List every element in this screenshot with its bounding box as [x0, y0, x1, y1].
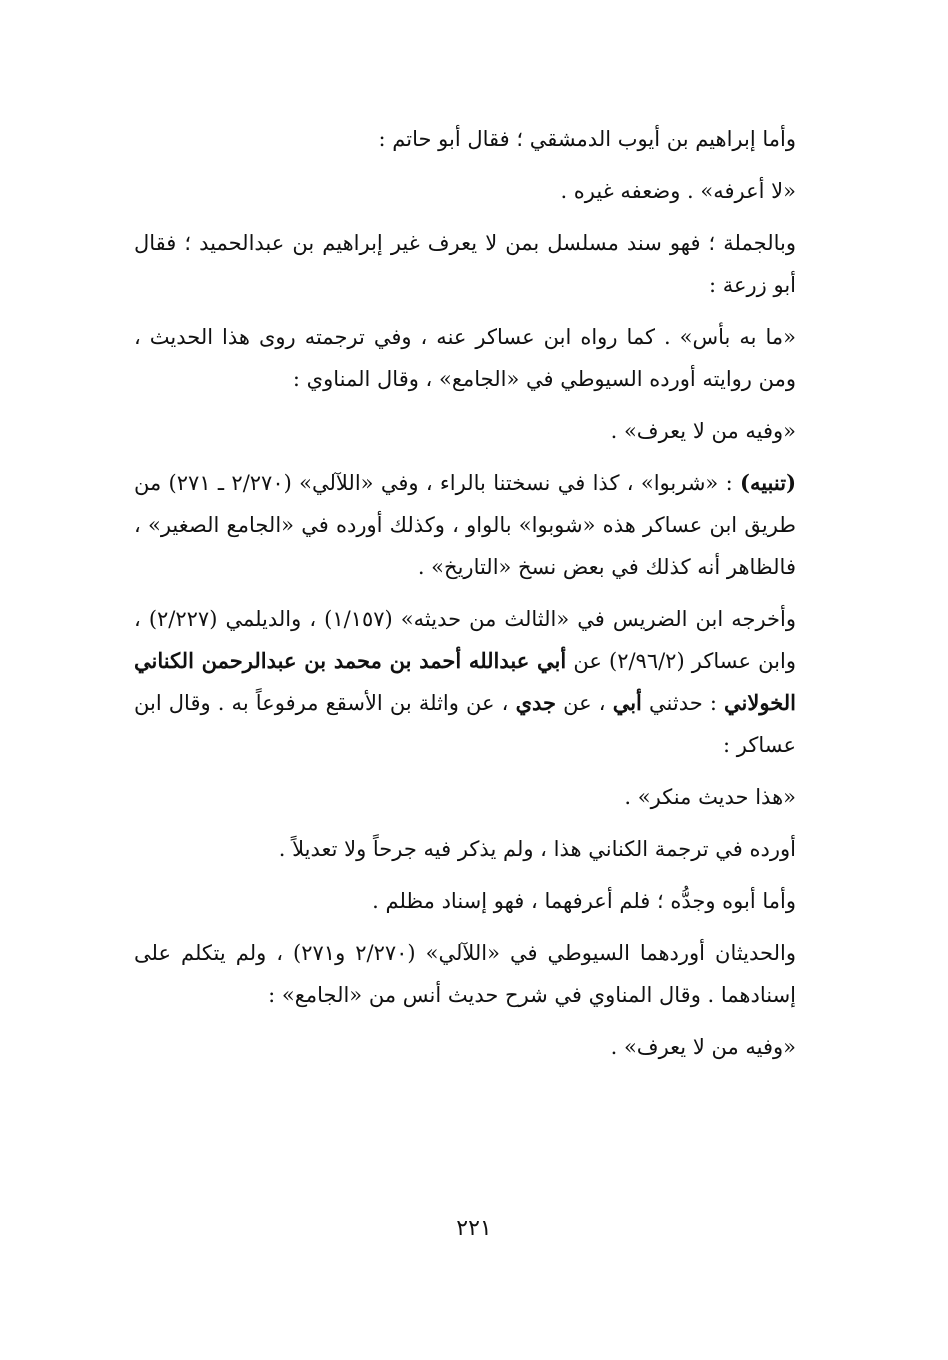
paragraph [134, 462, 872, 588]
bold-run: (تنبيه) [740, 470, 797, 495]
text-run: وأما إبراهيم بن أيوب الدمشقي ؛ فقال أبو حاتم : [378, 127, 796, 151]
text-run: «هذا حديث منكر» . [624, 785, 796, 809]
bold-run: أبي عبدالله أحمد بن محمد بن عبدالرحمن الكناني الخولاني [134, 648, 797, 715]
text-run: وبالجملة ؛ فهو سند مسلسل بمن لا يعرف غير إبراهيم بن عبدالحميد ؛ فقال أبو زرعة : [134, 231, 796, 297]
text-run: ، عن [556, 691, 613, 715]
text-run: «لا أعرفه» . وضعفه غيره . [560, 179, 796, 203]
text-run: «وفيه من لا يعرف» . [610, 1035, 796, 1059]
paragraph [134, 598, 872, 766]
body-text [134, 118, 872, 1078]
paragraph [134, 410, 872, 452]
text-run: وأخرجه ابن الضريس في «الثالث من حديثه» (١/١٥٧) ، والديلمي (٢/٢٢٧) ، وابن عساكر (٢/٩٦/٢) عن [134, 607, 796, 673]
bold-run: أبي [612, 690, 642, 715]
paragraph [134, 118, 872, 160]
paragraph [134, 222, 872, 306]
text-run: أورده في ترجمة الكناني هذا ، ولم يذكر فيه جرحاً ولا تعديلاً . [278, 837, 796, 861]
text-run: : «شربوا» ، كذا في نسختنا بالراء ، وفي «اللآلي» (٢/٢٧٠ ـ ٢٧١) من طريق ابن عساكر هذه «شوبوا» بالواو ، وكذلك أورده في «الجامع الصغير» ، فالظاهر أنه كذلك في بعض نسخ «التاريخ» . [134, 471, 796, 579]
paragraph [134, 880, 872, 922]
paragraph [134, 828, 872, 870]
page-number: ٢٢١ [456, 1216, 492, 1241]
text-run: «وفيه من لا يعرف» . [610, 419, 796, 443]
paragraph [134, 932, 872, 1016]
text-run: وأما أبوه وجدُّه ؛ فلم أعرفهما ، فهو إسناد مظلم . [372, 889, 796, 913]
bold-run: جدي [515, 690, 557, 715]
paragraph [134, 316, 872, 400]
text-run: والحديثان أوردهما السيوطي في «اللآلي» (٢/٢٧٠ و٢٧١) ، ولم يتكلم على إسنادهما . وقال المناوي في شرح حديث أنس من «الجامع» : [134, 941, 796, 1007]
text-run: : حدثني [641, 691, 725, 715]
text-run: «ما به بأس» . كما رواه ابن عساكر عنه ، وفي ترجمته روى هذا الحديث ، ومن روايته أورده السيوطي في «الجامع» ، وقال المناوي : [134, 325, 796, 391]
text-run: ، عن واثلة بن الأسقع مرفوعاً به . وقال ابن عساكر : [134, 691, 796, 757]
paragraph [134, 776, 872, 818]
paragraph [134, 1026, 872, 1068]
paragraph [134, 170, 872, 212]
